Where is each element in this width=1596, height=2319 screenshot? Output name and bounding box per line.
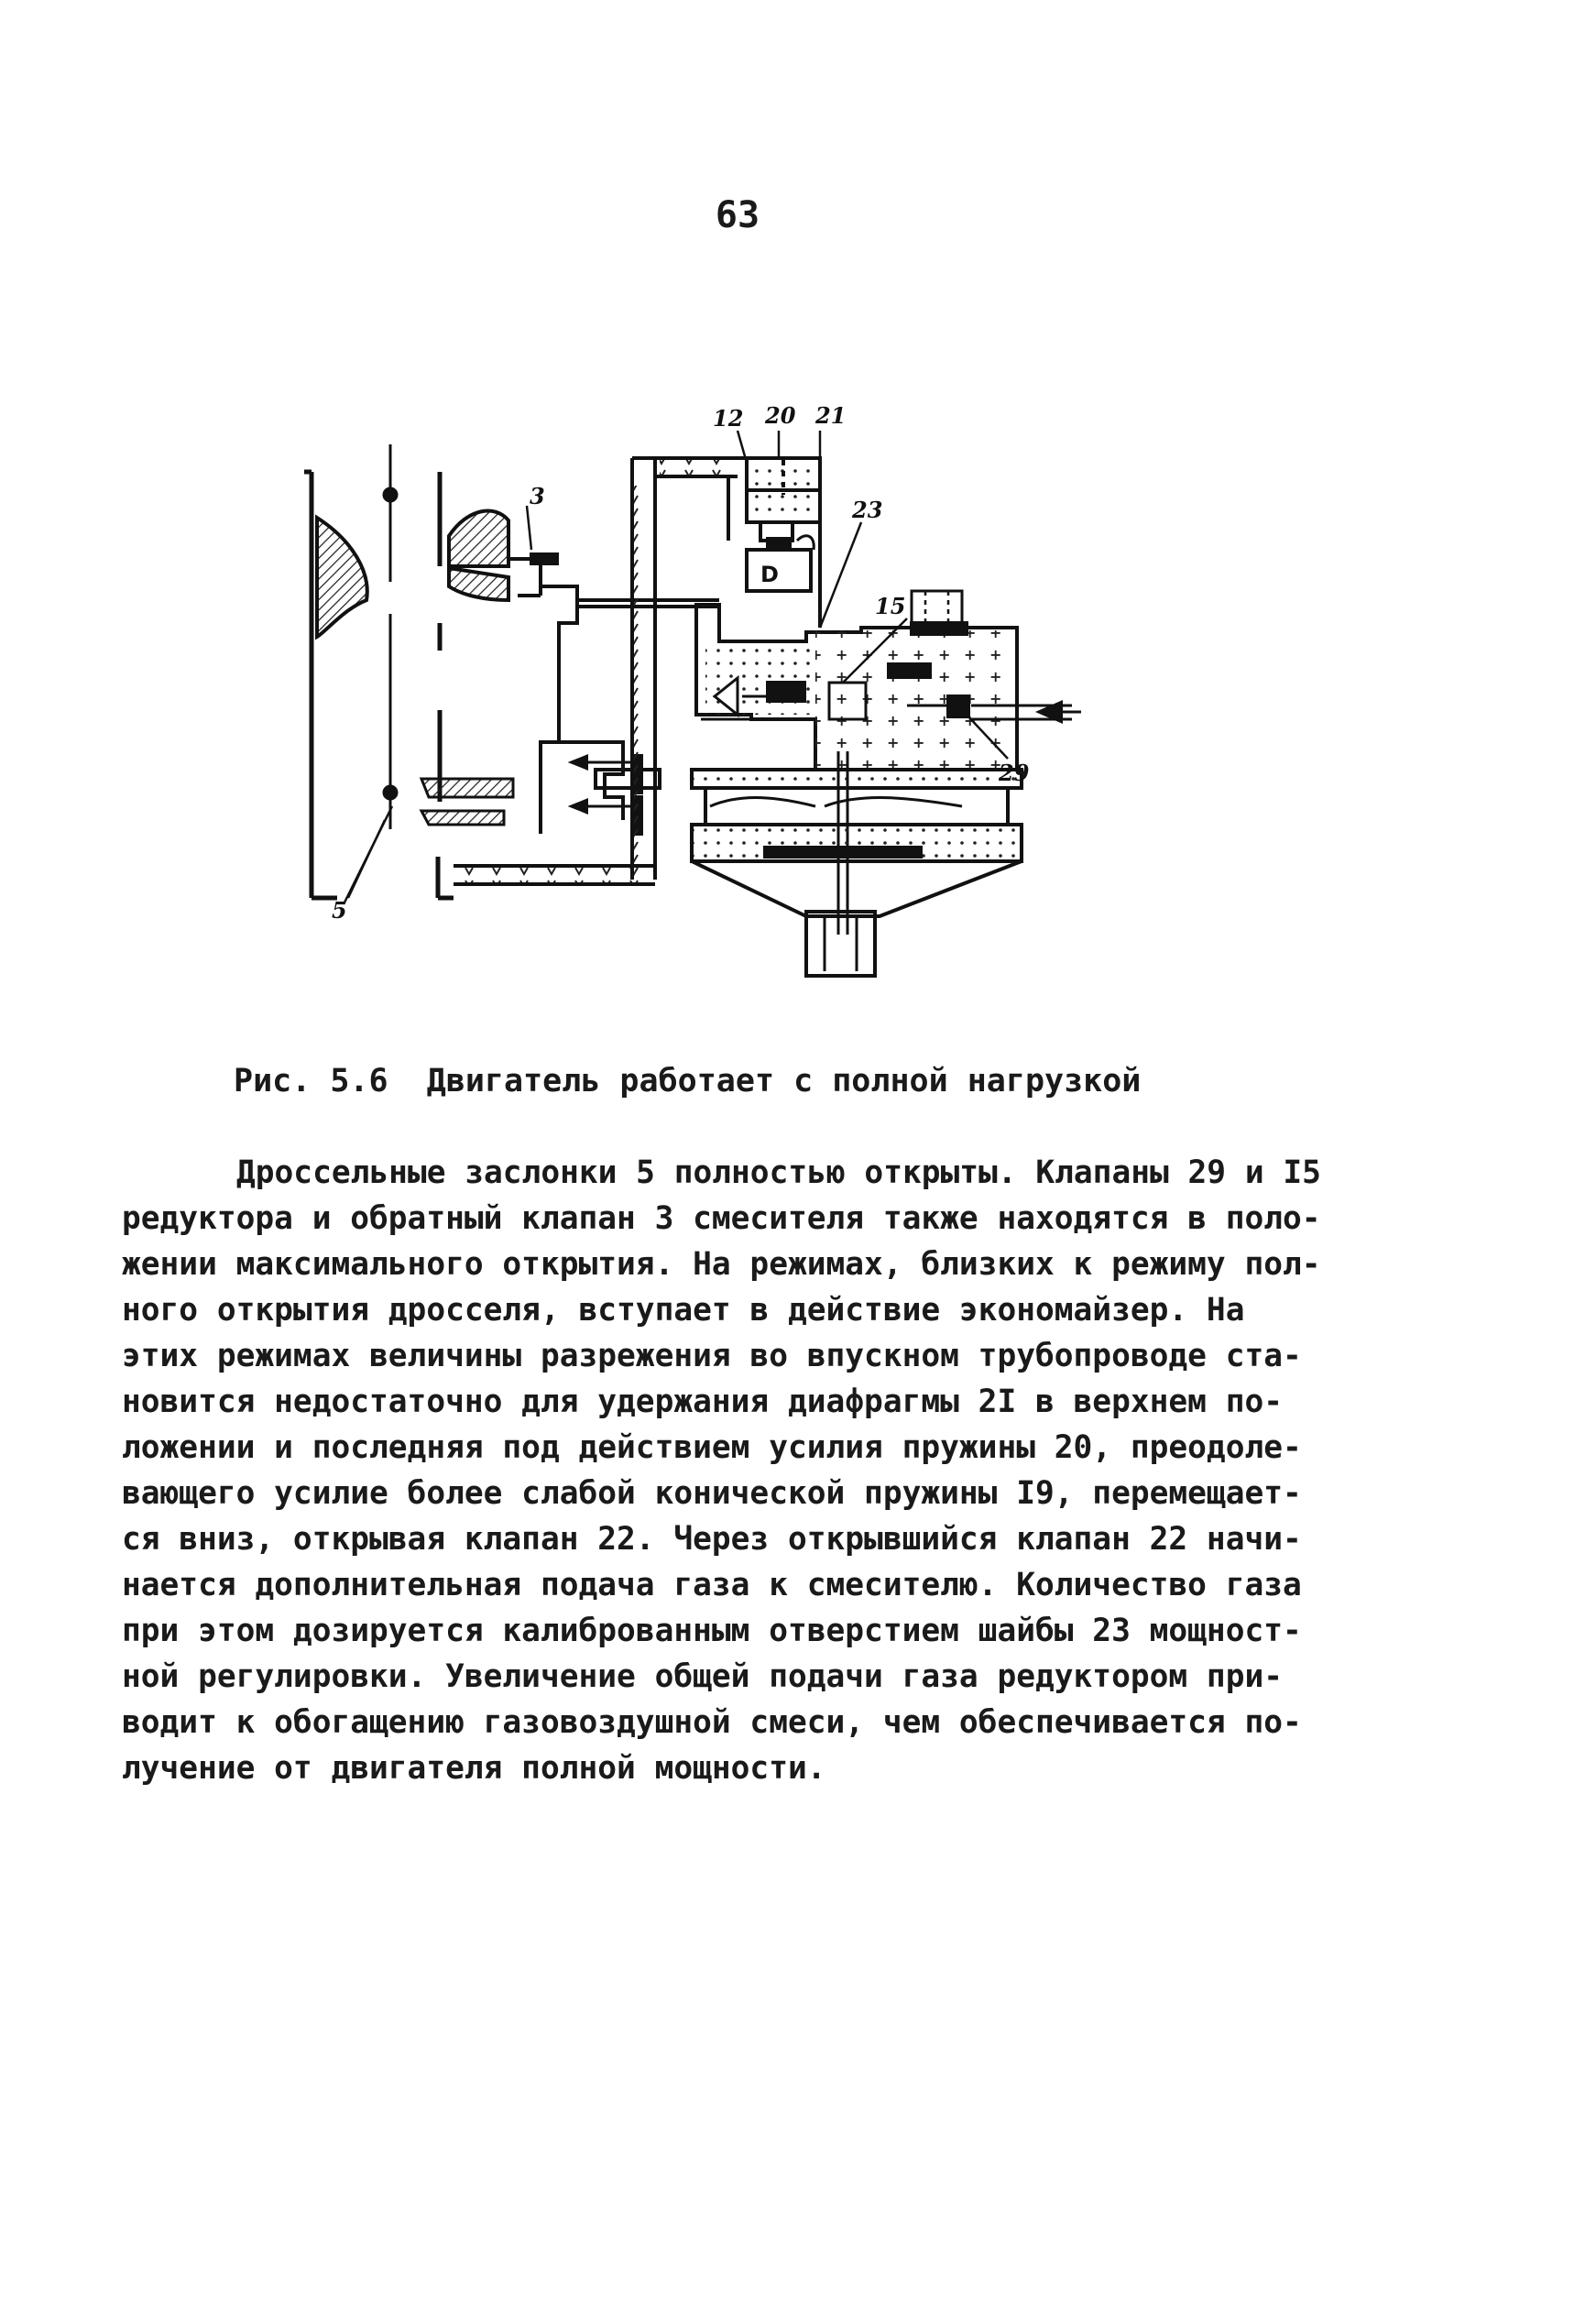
callout-29: 29 <box>999 760 1030 786</box>
mixer-valve-block <box>508 554 719 834</box>
text-line: ложении и последняя под действием усилия пружины 20, преодоле- <box>122 1429 1302 1466</box>
schematic-diagram <box>266 403 1109 990</box>
callout-3: 3 <box>530 483 545 509</box>
body-paragraph <box>122 1150 1368 1791</box>
callout-20: 20 <box>765 403 796 429</box>
text-line: лучение от двигателя полной мощности. <box>122 1750 826 1787</box>
text-line: вающего усилие более слабой конической пружины I9, перемещает- <box>122 1475 1302 1512</box>
callout-5: 5 <box>332 897 347 924</box>
text-line: Дроссельные заслонки 5 полностью открыты. Клапаны 29 и I5 <box>236 1154 1321 1191</box>
callout-15: 15 <box>875 593 906 619</box>
figure-caption: Рис. 5.6 Двигатель работает с полной нагрузкой <box>234 1063 1142 1099</box>
callout-12: 12 <box>713 405 744 432</box>
text-line: ной регулировки. Увеличение общей подачи газа редуктором при- <box>122 1658 1284 1695</box>
text-line: при этом дозируется калиброванным отверстием шайбы 23 мощност- <box>122 1613 1302 1649</box>
text-line: новится недостаточно для удержания диафрагмы 2I в верхнем по- <box>122 1384 1284 1420</box>
text-line: ного открытия дросселя, вступает в действие экономайзер. На <box>122 1292 1245 1329</box>
text-line: нается дополнительная подача газа к смесителю. Количество газа <box>122 1567 1302 1603</box>
callout-23: 23 <box>852 497 883 523</box>
text-line: водит к обогащению газовоздушной смеси, чем обеспечивается по- <box>122 1704 1302 1741</box>
text-line: жении максимального открытия. На режимах, близких к режиму пол- <box>122 1246 1321 1283</box>
left-throttle-section <box>304 444 513 902</box>
text-line: ся вниз, открывая клапан 22. Через открывшийся клапан 22 начи- <box>122 1521 1302 1558</box>
page-number: 63 <box>715 194 760 236</box>
bottom-return-pipe <box>454 866 655 884</box>
reducer-assembly <box>692 458 1081 976</box>
text-line: редуктора и обратный клапан 3 смесителя также находятся в поло- <box>122 1200 1321 1237</box>
callout-21: 21 <box>815 403 847 429</box>
svg-text:D: D <box>760 562 779 587</box>
text-line: этих режимах величины разрежения во впускном трубопроводе ста- <box>122 1338 1302 1374</box>
figure-engine-full-load <box>266 403 1109 990</box>
